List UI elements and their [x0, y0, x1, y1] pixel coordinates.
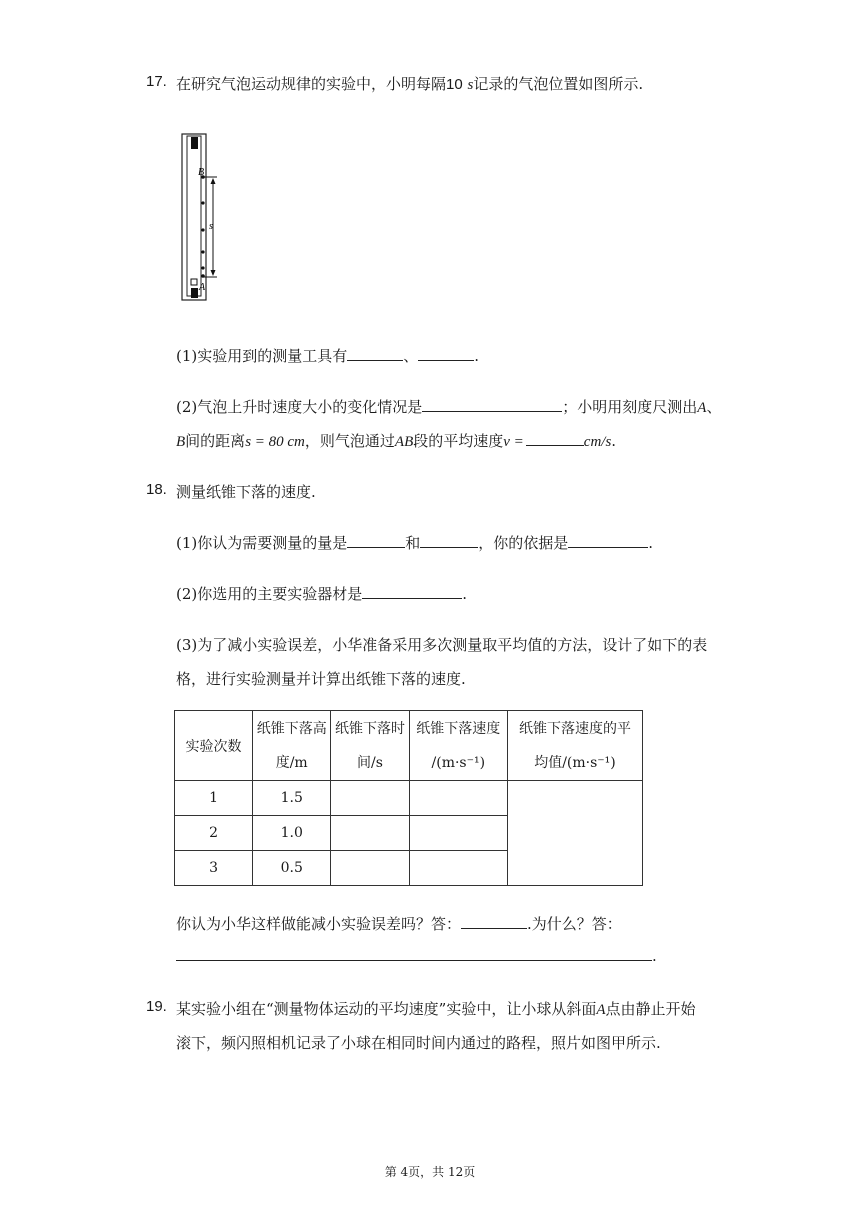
q18-part4-end: .	[652, 947, 657, 965]
q18-part1-end: .	[648, 534, 654, 552]
trial-cell: 1	[175, 781, 253, 816]
q17-stem-text: 在研究气泡运动规律的实验中，小明每隔	[176, 75, 447, 93]
q17-part2-text-h: ，则气泡通过	[304, 432, 395, 450]
q17-part2-text-f: 间的距离	[185, 432, 246, 450]
q17-interval: 10	[446, 76, 463, 93]
q17-comma: 、	[706, 398, 722, 416]
q17-part1	[176, 345, 479, 366]
q18-quantity2-blank[interactable]	[420, 533, 478, 548]
header-height: 纸锥下落高 度/m	[253, 711, 331, 781]
q17-point-b: B	[176, 434, 186, 450]
q18-yesno-blank[interactable]	[461, 914, 527, 929]
data-table	[174, 710, 643, 886]
q17-point-a: A	[697, 400, 707, 416]
q17-separator: 、	[403, 347, 419, 365]
time-cell[interactable]	[331, 851, 409, 886]
q18-quantity1-blank[interactable]	[347, 533, 405, 548]
q18-part1-text-c: ，你的依据是	[478, 534, 569, 552]
height-cell: 0.5	[253, 851, 331, 886]
q18-basis-blank[interactable]	[568, 533, 648, 548]
q17-part2-end: .	[611, 432, 617, 450]
q19-point-a: A	[596, 1002, 606, 1018]
q17-stem-tail: 记录的气泡位置如图所示.	[473, 75, 644, 93]
q19-number: 19.	[146, 998, 167, 1015]
label-a: A	[199, 282, 206, 293]
q17-speed-change-blank[interactable]	[422, 397, 562, 412]
header-average: 纸锥下落速度的平 均值/(m·s⁻¹)	[507, 711, 642, 781]
q18-reason-line	[176, 946, 657, 965]
time-cell[interactable]	[331, 816, 409, 851]
label-b: B	[198, 167, 205, 178]
q17-unit: s	[467, 77, 474, 93]
q17-tool1-blank[interactable]	[347, 346, 403, 361]
page-footer: 第 4页，共 12页	[384, 1165, 476, 1179]
header-trial: 实验次数	[175, 711, 253, 781]
q18-part4-text: 你认为小华这样做能减小实验误差吗？答：	[176, 915, 462, 933]
header-speed: 纸锥下落速度 /(m·s⁻¹)	[409, 711, 507, 781]
average-cell[interactable]	[507, 781, 642, 886]
q18-part3-line1: (3)为了减小实验误差，小华准备采用多次测量取平均值的方法，设计了如下的表	[176, 636, 708, 654]
q17-part1-end: .	[474, 347, 480, 365]
q19-text-a: 某实验小组在“测量物体运动的平均速度”实验中，让小球从斜面	[176, 1000, 597, 1018]
height-cell: 1.0	[253, 816, 331, 851]
header-time: 纸锥下落时 间/s	[331, 711, 409, 781]
trial-cell: 3	[175, 851, 253, 886]
q18-part2-text: (2)你选用的主要实验器材是	[176, 585, 363, 603]
q18-number: 18.	[146, 481, 167, 498]
q18-part2-end: .	[462, 585, 468, 603]
q19-line2: 滚下，频闪照相机记录了小球在相同时间内通过的路程，照片如图甲所示.	[176, 1034, 661, 1052]
q19-text-c: 点由静止开始	[605, 1000, 696, 1018]
height-cell: 1.5	[253, 781, 331, 816]
q17-stem	[176, 73, 643, 94]
q19-line1	[176, 998, 696, 1019]
q17-number: 17.	[146, 73, 167, 90]
q18-part4-text-b: .为什么？答：	[527, 915, 622, 933]
q17-part2-text-j: 段的平均速度	[413, 432, 504, 450]
q17-part2-line1	[176, 396, 721, 417]
q17-segment-ab: AB	[394, 434, 414, 450]
speed-cell[interactable]	[409, 816, 507, 851]
q17-velocity-unit: cm/s	[583, 434, 612, 450]
speed-cell[interactable]	[409, 851, 507, 886]
table-row	[175, 781, 643, 816]
q18-part1-text: (1)你认为需要测量的量是	[176, 534, 348, 552]
q17-velocity-blank[interactable]	[526, 431, 584, 446]
q18-part4	[176, 913, 622, 934]
q17-tool2-blank[interactable]	[418, 346, 474, 361]
q18-stem: 测量纸锥下落的速度.	[176, 483, 316, 501]
q17-part2-line2	[176, 430, 616, 451]
q18-part2	[176, 583, 467, 604]
bubble-tube-figure	[170, 128, 230, 304]
time-cell[interactable]	[331, 781, 409, 816]
label-s: s	[209, 221, 213, 232]
speed-cell[interactable]	[409, 781, 507, 816]
q17-part2-text-b: ；小明用刻度尺测出	[562, 398, 698, 416]
q17-velocity-symbol: v =	[503, 434, 524, 450]
q17-part2-text: (2)气泡上升时速度大小的变化情况是	[176, 398, 423, 416]
q18-part3-line2: 格，进行实验测量并计算出纸锥下落的速度.	[176, 670, 466, 688]
q18-part1	[176, 532, 653, 553]
trial-cell: 2	[175, 816, 253, 851]
q18-equipment-blank[interactable]	[362, 584, 462, 599]
q18-and: 和	[405, 534, 421, 552]
q17-distance: s = 80 cm	[245, 434, 305, 450]
q18-reason-blank[interactable]	[176, 946, 652, 961]
q17-part1-text: (1)实验用到的测量工具有	[176, 347, 348, 365]
